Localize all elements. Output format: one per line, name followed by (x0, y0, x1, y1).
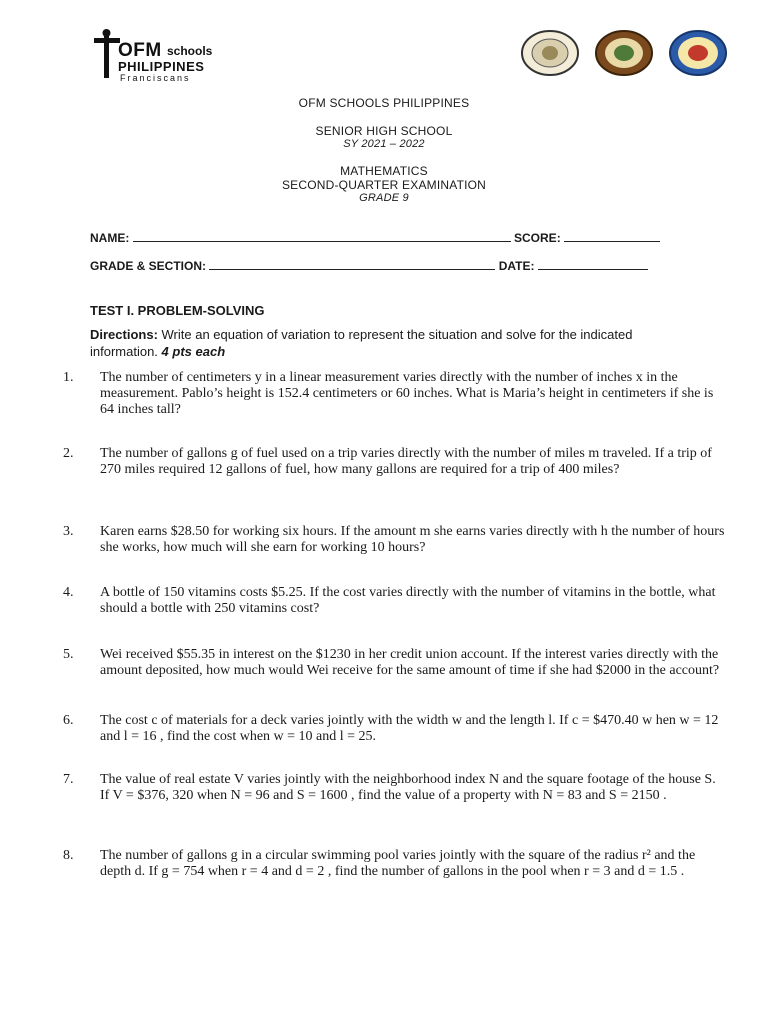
problem-number: 8. (63, 848, 74, 863)
problem-number: 1. (63, 370, 74, 385)
problem-text: The number of gallons g in a circular swimming pool varies jointly with the square of the radius r² and the depth d. If g = 754 when r = 4 and d = 2 , find the number of gallons in the pool when r = 3 and d = 1.5 . (100, 848, 696, 879)
logo-franciscans-text: Franciscans (120, 73, 191, 83)
directions (90, 326, 690, 360)
seal-icon (668, 30, 728, 76)
date-label: DATE: (498, 259, 535, 273)
grade-level: GRADE 9 (359, 192, 409, 204)
exam-title: SECOND-QUARTER EXAMINATION (281, 178, 487, 192)
name-field[interactable] (133, 231, 511, 242)
seal-icon (594, 30, 654, 76)
problem-text: The value of real estate V varies jointly with the neighborhood index N and the square footage of the house S. If V = $376, 320 when N = 96 and S = 1600 , find the value of a property with N = 83 and S = 2150 . (100, 772, 716, 803)
score-field[interactable] (564, 231, 660, 242)
problem-number: 5. (63, 647, 74, 662)
problem-text: Wei received $55.35 in interest on the $1230 in her credit union account. If the interest varies directly with the amount deposited, how much would Wei receive for the same amount of time if she had $2000 in the account? (100, 647, 720, 678)
grade-date-row (90, 259, 648, 273)
subject: MATHEMATICS (340, 164, 428, 178)
directions-text: Write an equation of variation to represent the situation and solve for the indicated information. (90, 327, 633, 359)
problem-text: A bottle of 150 vitamins costs $5.25. If the cost varies directly with the number of vitamins in the bottle, what should a bottle with 250 vitamins cost? (100, 585, 716, 616)
points-note: 4 pts each (161, 344, 226, 359)
seal-icon (520, 30, 580, 76)
problem-number: 2. (63, 446, 74, 461)
school-year: SY 2021 – 2022 (343, 138, 425, 150)
school-seals (520, 30, 732, 78)
problem-text: The cost c of materials for a deck varies jointly with the width w and the length l. If c = $470.40 w hen w = 12 and l = 16 , find the cost when w = 10 and l = 25. (100, 713, 719, 744)
problem-text: The number of centimeters y in a linear measurement varies directly with the number of inches x in the measurement. Pablo’s height is 152.4 centimeters or 60 inches. What is Maria’s height in centimeters if she is 64 inches tall? (100, 370, 714, 417)
logo-philippines-text: PHILIPPINES (118, 59, 205, 74)
problem-number: 7. (63, 772, 74, 787)
grade-section-label: GRADE & SECTION: (90, 259, 207, 273)
test-title: TEST I. PROBLEM-SOLVING (90, 303, 265, 318)
score-label: SCORE: (514, 231, 561, 245)
directions-label: Directions: (90, 327, 158, 342)
problem-number: 4. (63, 585, 74, 600)
grade-section-field[interactable] (209, 259, 495, 270)
name-label: NAME: (90, 231, 130, 245)
school-name: OFM SCHOOLS PHILIPPINES (298, 96, 470, 110)
ofm-schools-logo (92, 28, 222, 83)
problem-number: 6. (63, 713, 74, 728)
logo-ofm-text: OFM (118, 40, 162, 61)
date-field[interactable] (538, 259, 648, 270)
name-score-row (90, 231, 660, 245)
department: SENIOR HIGH SCHOOL (315, 124, 453, 138)
problem-number: 3. (63, 524, 74, 539)
problem-text: Karen earns $28.50 for working six hours. If the amount m she earns varies directly with h the number of hours she works, how much will she earn for working 10 hours? (100, 524, 725, 555)
logo-schools-text: schools (167, 44, 213, 58)
problem-text: The number of gallons g of fuel used on a trip varies directly with the number of miles m traveled. If a trip of 270 miles required 12 gallons of fuel, how many gallons are required for a trip of 400 miles? (100, 446, 712, 477)
